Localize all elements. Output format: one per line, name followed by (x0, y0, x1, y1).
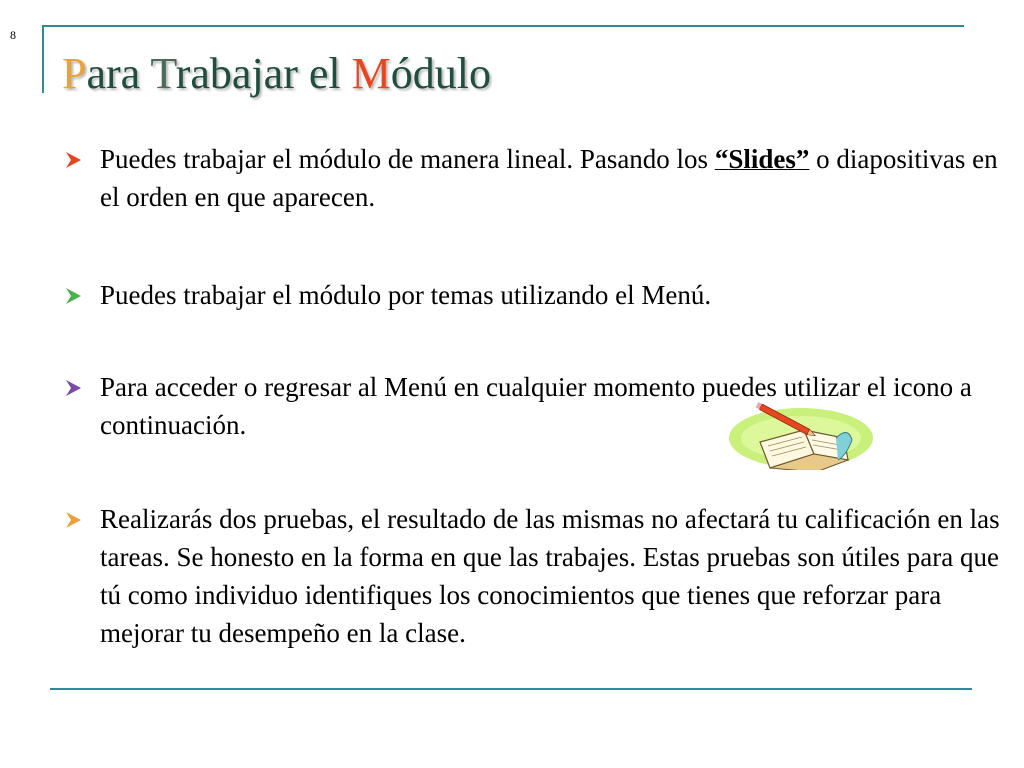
slide-title (62, 44, 491, 104)
title-part-odulo: ódulo (390, 49, 491, 98)
title-part-rabajar: rabajar el (175, 49, 352, 98)
slides-term: Slides (728, 144, 796, 174)
title-part-ara: ara (86, 49, 151, 98)
slides-quoted-term (715, 144, 810, 174)
frame-bottom-line (50, 688, 972, 690)
arrow-bullet-icon (64, 511, 82, 529)
bullet-item-menu (64, 276, 1000, 314)
frame-top-line (42, 25, 964, 27)
slide-number: 8 (10, 28, 16, 42)
arrow-bullet-icon (64, 379, 82, 397)
notebook-pencil-icon[interactable] (726, 398, 876, 470)
bullet-text: Puedes trabajar el módulo por temas utilizando el Menú. (100, 280, 712, 310)
title-initial-m: M (351, 49, 391, 98)
arrow-bullet-icon (64, 287, 82, 305)
bullet-item-linear (64, 140, 1000, 216)
quote-close: ” (795, 144, 810, 174)
bullet-text-part: Puedes trabajar el módulo de manera lineal. Pasando los (100, 144, 715, 174)
bullet-text: Realizarás dos pruebas, el resultado de las mismas no afectará tu calificación en las tareas. Se honesto en la forma en que las trabajes. Estas pruebas son útiles para que tú como individuo identifiques los conocimientos que tienes que reforzar para mejorar tu desempeño en la clase. (100, 504, 1000, 648)
bullet-text-part: o diapositivas en el orden en que aparecen. (100, 144, 998, 212)
quote-open: “ (714, 144, 729, 174)
bullet-text: Para acceder o regresar al Menú en cualquier momento puedes utilizar el icono a continuación. (100, 372, 972, 440)
title-initial-p: P (62, 49, 87, 98)
frame-left-line (42, 25, 44, 93)
bullet-item-tests (64, 500, 1000, 652)
title-initial-t: T (150, 49, 176, 98)
arrow-bullet-icon (64, 151, 82, 169)
